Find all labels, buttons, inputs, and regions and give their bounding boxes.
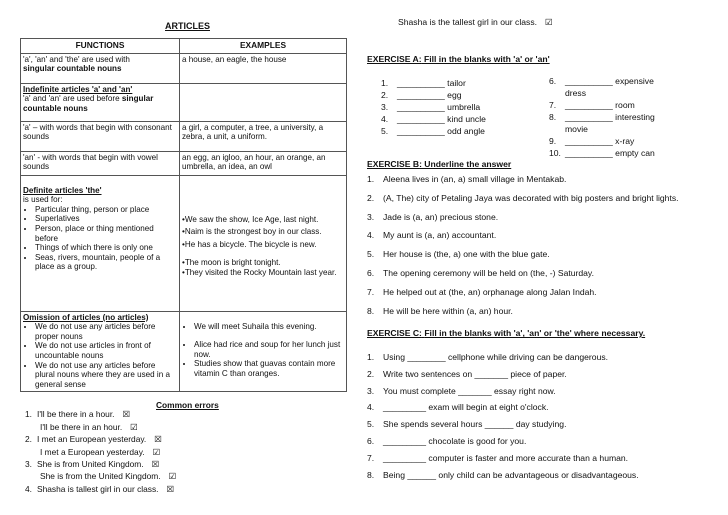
error-right-2: I met a European yesterday. ☑ xyxy=(40,447,161,458)
definite-example: •They visited the Rocky Mountain last year. xyxy=(182,267,337,277)
error-right-4: Shasha is the tallest girl in our class. ☑ xyxy=(398,17,553,28)
definite-example: •Naim is the strongest boy in our class. xyxy=(182,227,322,237)
tick-icon: ☑ xyxy=(130,423,138,433)
error-right-3: She is from the United Kingdom. ☑ xyxy=(40,471,177,482)
list-item: 7. __________ room xyxy=(549,100,635,110)
cross-icon: ☒ xyxy=(154,435,162,445)
exercise-c-heading: EXERCISE C: Fill in the blanks with 'a', 'an' or 'the' where necessary. xyxy=(367,328,646,338)
exercise-a-left-list xyxy=(381,77,486,137)
omission-example-cell xyxy=(180,311,347,392)
omission-example: • Studies show that guavas contain more vitamin C than oranges. xyxy=(194,359,344,378)
list-item: 5. She spends several hours ______ day studying. xyxy=(367,419,567,430)
omission-rule: • We do not use articles in front of uncountable nouns xyxy=(35,341,177,360)
general-example-cell: a house, an eagle, the house xyxy=(180,53,347,83)
a-rule-cell: 'a' – with words that begin with consonant sounds xyxy=(21,121,180,151)
error-right-1: I'll be there in an hour. ☑ xyxy=(40,422,138,433)
omission-cell: Omission of articles (no articles) • We do not use any articles before proper nouns • We do not use articles in front of uncountable nouns • We do not use any articles before plural nouns where they are used in a general sense xyxy=(21,311,180,392)
definite-use: • Person, place or thing mentioned before xyxy=(35,224,177,243)
omission-example: • Alice had rice and soup for her lunch just now. xyxy=(194,340,344,359)
definite-example: •The moon is bright tonight. xyxy=(182,258,281,268)
omission-example: • We will meet Suhaila this evening. xyxy=(194,322,344,332)
list-item-continuation: dress xyxy=(565,88,587,98)
definite-cell: Definite articles 'the' is used for: • Particular thing, person or place • Superlatives • Person, place or thing mentioned before • Things of which there is only one • Seas, rivers, mountain, people of a place as a group. xyxy=(21,175,180,311)
tick-icon: ☑ xyxy=(545,18,553,28)
error-wrong-2: 2. I met an European yesterday. ☒ xyxy=(25,434,162,445)
an-example-cell: an egg, an igloo, an hour, an orange, an umbrella, an idea, an owl xyxy=(180,151,347,175)
list-item: 2. (A, The) city of Petaling Jaya was decorated with big posters and bright lights. xyxy=(367,192,679,203)
examples-header: EXAMPLES xyxy=(180,39,347,54)
cross-icon: ☒ xyxy=(151,460,160,470)
list-item: 1. Using ________ cellphone while driving can be dangerous. xyxy=(367,352,609,362)
definite-example-cell xyxy=(180,175,347,311)
list-item: 10. __________ empty can xyxy=(549,148,655,158)
list-item: 4. __________ kind uncle xyxy=(381,114,486,124)
tick-icon: ☑ xyxy=(152,448,161,458)
list-item: 4. My aunt is (a, an) accountant. xyxy=(367,230,497,241)
tick-icon: ☑ xyxy=(168,472,177,482)
definite-use: • Particular thing, person or place xyxy=(35,205,177,215)
omission-rule: • We do not use any articles before proper nouns xyxy=(35,322,177,341)
page-title: ARTICLES xyxy=(165,21,210,31)
list-item: 8. __________ interesting xyxy=(549,112,655,122)
definite-use: • Things of which there is only one xyxy=(35,243,177,253)
list-item: 1. Aleena lives in (an, a) small village in Mentakab. xyxy=(367,174,567,184)
definite-use: • Superlatives xyxy=(35,214,177,224)
definite-example: •We saw the show, Ice Age, last night. xyxy=(182,214,319,224)
exercise-c-list xyxy=(367,349,639,483)
a-example-cell: a girl, a computer, a tree, a university, a zebra, a unit, a uniform. xyxy=(180,121,347,151)
omission-rule: • We do not use any articles before plural nouns where they are used in a general sense xyxy=(35,361,177,390)
common-errors-title: Common errors xyxy=(156,400,219,410)
list-item: 2. __________ egg xyxy=(381,90,462,100)
exercise-b-heading: EXERCISE B: Underline the answer xyxy=(367,159,512,169)
list-item: 3. You must complete _______ essay right now. xyxy=(367,385,556,396)
list-item: 6. The opening ceremony will be held on (the, -) Saturday. xyxy=(367,267,594,278)
list-item: 4. _________ exam will begin at eight o'clock. xyxy=(367,402,549,413)
list-item: 3. Jade is (a, an) precious stone. xyxy=(367,211,499,222)
list-item: 7. He helped out at (the, an) orphanage along Jalan Indah. xyxy=(367,286,597,297)
list-item: 7. _________ computer is faster and more accurate than a human. xyxy=(367,452,629,463)
error-wrong-3: 3. She is from United Kingdom. ☒ xyxy=(25,459,160,470)
articles-rules-table xyxy=(20,38,347,392)
list-item: 8. Being ______ only child can be advantageous or disadvantageous. xyxy=(367,469,639,480)
list-item-continuation: movie xyxy=(565,124,588,134)
list-item: 6. _________ chocolate is good for you. xyxy=(367,435,527,446)
cross-icon: ☒ xyxy=(122,410,131,420)
list-item: 2. Write two sentences on _______ piece of paper. xyxy=(367,368,567,379)
list-item: 5. __________ odd angle xyxy=(381,126,485,136)
definite-use: • Seas, rivers, mountain, people of a place as a group. xyxy=(35,253,177,272)
list-item: 3. __________ umbrella xyxy=(381,102,481,112)
functions-header: FUNCTIONS xyxy=(21,39,180,54)
list-item: 8. He will be here within (a, an) hour. xyxy=(367,305,513,316)
general-rule-cell: 'a', 'an' and 'the' are used with singular countable nouns xyxy=(21,53,180,83)
error-wrong-4: 4. Shasha is tallest girl in our class. ☒ xyxy=(25,484,175,495)
cross-icon: ☒ xyxy=(166,485,175,495)
exercise-a-heading: EXERCISE A: Fill in the blanks with 'a' or 'an' xyxy=(367,54,550,64)
indefinite-cell: Indefinite articles 'a' and 'an' 'a' and 'an' are used before singular countable nouns xyxy=(21,83,180,121)
list-item: 6. __________ expensive xyxy=(549,76,654,86)
exercise-a-right-list xyxy=(549,75,655,159)
list-item: 1. __________ tailor xyxy=(381,78,466,88)
definite-example: •He has a bicycle. The bicycle is new. xyxy=(182,239,317,249)
list-item: 9. __________ x-ray xyxy=(549,136,635,146)
exercise-b-list xyxy=(367,170,679,320)
an-rule-cell: 'an' - with words that begin with vowel sounds xyxy=(21,151,180,175)
list-item: 5. Her house is (the, a) one with the blue gate. xyxy=(367,249,550,260)
error-wrong-1: 1. I'll be there in a hour. ☒ xyxy=(25,409,131,420)
